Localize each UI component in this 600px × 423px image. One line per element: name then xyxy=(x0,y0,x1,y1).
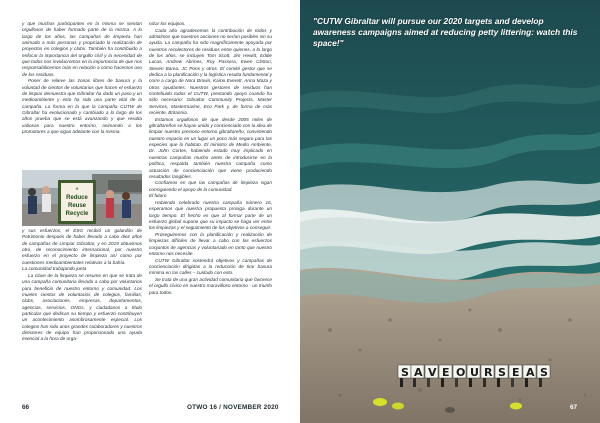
paragraph: Estamos orgullosos de que desde 2005 miles de gibraltareños se hayan unido y concienciado con la idea de limpiar nuestro precioso entorno gibraltareño, convirtiendo nuestro espacio en un lugar un poco más seguro para las especies que lo habitan. El ministro de Medio Ambiente, Dr. John Cortes, habiendo estado muy implicado en nuestras campañas mucho antes de introducirse en la política, respalda también nuestra campaña como actuación de concienciación que viene produciendo resultados tangibles. xyxy=(149,116,272,179)
banner-letter: A xyxy=(526,366,535,379)
paragraph: La clave de la limpieza se resume en que se trata de una campaña comunitaria llevada a cabo por voluntarios para beneficio de nuestro entorno y comunidad. Los mueles cientos de voluntarios de colegios, familias, clubs, asociaciones, empresas, departamentos, agencias, servicios, ONGs, y ciudadanos a título particular que dedican su tiempo y esfuerzo contribuyen un acontecimiento asombrosamente especial. Los colegios han sido unos grandes colaboradores y nuestros directores de equipo han proporcionado una ayuda esencial a la hora de orga- xyxy=(22,273,142,342)
paragraph: Habiendo celebrado nuestra campaña número 16, esperamos que nuestra propuesta prosiga durante un largo tiempo. El hecho es que al formar parte de un esfuerzo global supone que su impacto se haga ver entre los limpiezas y el seguimiento de los objetivos a conseguir. xyxy=(149,200,272,231)
sign-small-text: ♻ xyxy=(75,187,79,191)
paragraph: y que muchos participantes en la misma se sientan orgullosos de haber formado parte de la misma. A lo largo de los años, las campañas de limpieza han animado a más personas y propiciado la realización de proyectos en colegios y clubs. También ha contribuido a enfocar la importancia del orgullo cívil y la necesidad de que todos nos involucremos en la importancia de que nos responsabilicemos más en relación a cómo hacemos uso de los residuos. xyxy=(22,21,142,77)
banner-letter: S xyxy=(540,366,548,379)
volunteers-photo xyxy=(22,170,142,226)
banner-letter: E xyxy=(512,366,520,379)
magazine-footer: OTWO 16 / NOVEMBER 2020 xyxy=(187,404,279,411)
sign-word-3: Recycle xyxy=(65,211,89,217)
banner-letter: S xyxy=(401,366,409,379)
paragraph: Cada año agradecemos la contribución de todos y admitimos que nuestros anciones no serían posibles sin su ayuda. La campaña ha sido magníficamente apoyada por nuestros recolectores de residuos entre quienes, a lo largo de los años, se incluyen Tom Scott, Jim Hewitt, Eddie Lucas, Andrew Abrines, Roy Passera, Ewen Clinton, Steven Barea, JC Pons y otros. El comité gestor que se dedica a la planificación y la logística resulta fundamental y corre a cargo de Nora Brown, Kamo Everett, Anna Maza y otros ayudantes. Nuestros gestores de residuos han contribuido todos el CUTW, prestando apoyo cuando ha sido necesario: Gibraltar Community Projects, Master Services, Mastermarine, Eco Park y, de forma de más reciente, Britannia. xyxy=(149,27,272,116)
column-2 xyxy=(149,21,272,404)
page-number-right: 67 xyxy=(570,404,578,411)
banner-letter: V xyxy=(428,366,437,379)
paragraph: Poner de relieve las zonas libres de basura y la voluntad de cientos de voluntarios que hacen el esfuerzo de limpiar demuestra que Gibraltar ha dado un paso y un medioambiente y esto ha sido una parte vital de la campaña. La forma en la que la campaña CUTW de Gibraltar ha evolucionado y cambiado a lo largo de los años prueba que se está avanzando y que resulta valiosas para nuestro entorno, animando a los promotores a que sigan adelante con la misma. xyxy=(22,78,142,135)
page-number-left: 66 xyxy=(22,404,30,411)
banner-letter: E xyxy=(442,366,450,379)
banner-letter: R xyxy=(484,366,493,379)
sign-word-1: Reduce xyxy=(66,195,88,201)
column-1-top xyxy=(22,21,142,168)
sign-word-2: Reuse xyxy=(67,203,87,209)
section-heading: La comunidad trabajando junta xyxy=(22,266,87,272)
banner-letter: A xyxy=(414,366,423,379)
banner-letter: S xyxy=(498,366,506,379)
section-heading: El futuro xyxy=(149,193,167,199)
paragraph: y sus esfuerzos, el ESG recibió un galardón de Patrimonio después de haber llevado a cabo diez años de campañas de Limpiar Gibraltar, y en 2019 obtuvimos otro, de reconocimiento internacional, por nuestro esfuerzo en el proyecto de limpieza así como por cuestiones medioambientales relativas a la bahía. xyxy=(22,228,142,265)
volunteers-photo-image xyxy=(22,170,142,226)
banner-letters xyxy=(399,366,547,381)
right-page xyxy=(300,0,600,423)
paragraph: nizar los equipos. xyxy=(149,21,186,26)
column-1-bottom xyxy=(22,228,142,398)
banner-letter: U xyxy=(470,366,479,379)
paragraph: Proseguiremos con la planificación y realización de limpiezas difíciles de llevar a cabo con los esfuerzos conjuntos de agencias y voluntariado en tanto que nuestro entorno nos necesite. xyxy=(149,232,272,257)
pull-quote: "CUTW Gibraltar will pursue our 2020 targets and develop awareness campaigns aimed at reducing petty littering: watch this space!" xyxy=(313,16,578,48)
paragraph: Confiamos en que las campañas de limpieza sigan consiguiendo el apoyo de la comunidad. xyxy=(149,180,272,192)
paragraph: CUTW Gibraltar sostendrá objetivos y campañas de concienciación dirigidas a la reducción de tirar basura mínima en las calles – cuidado con esto. xyxy=(149,257,272,276)
paragraph: Se trata de una gran actividad comunitaria que favorece el orgullo cívico en nuestro maravilloso entorno - un triunfo para todos. xyxy=(149,277,272,295)
banner-letter: O xyxy=(456,366,466,379)
aerial-beach-photo xyxy=(300,0,600,423)
